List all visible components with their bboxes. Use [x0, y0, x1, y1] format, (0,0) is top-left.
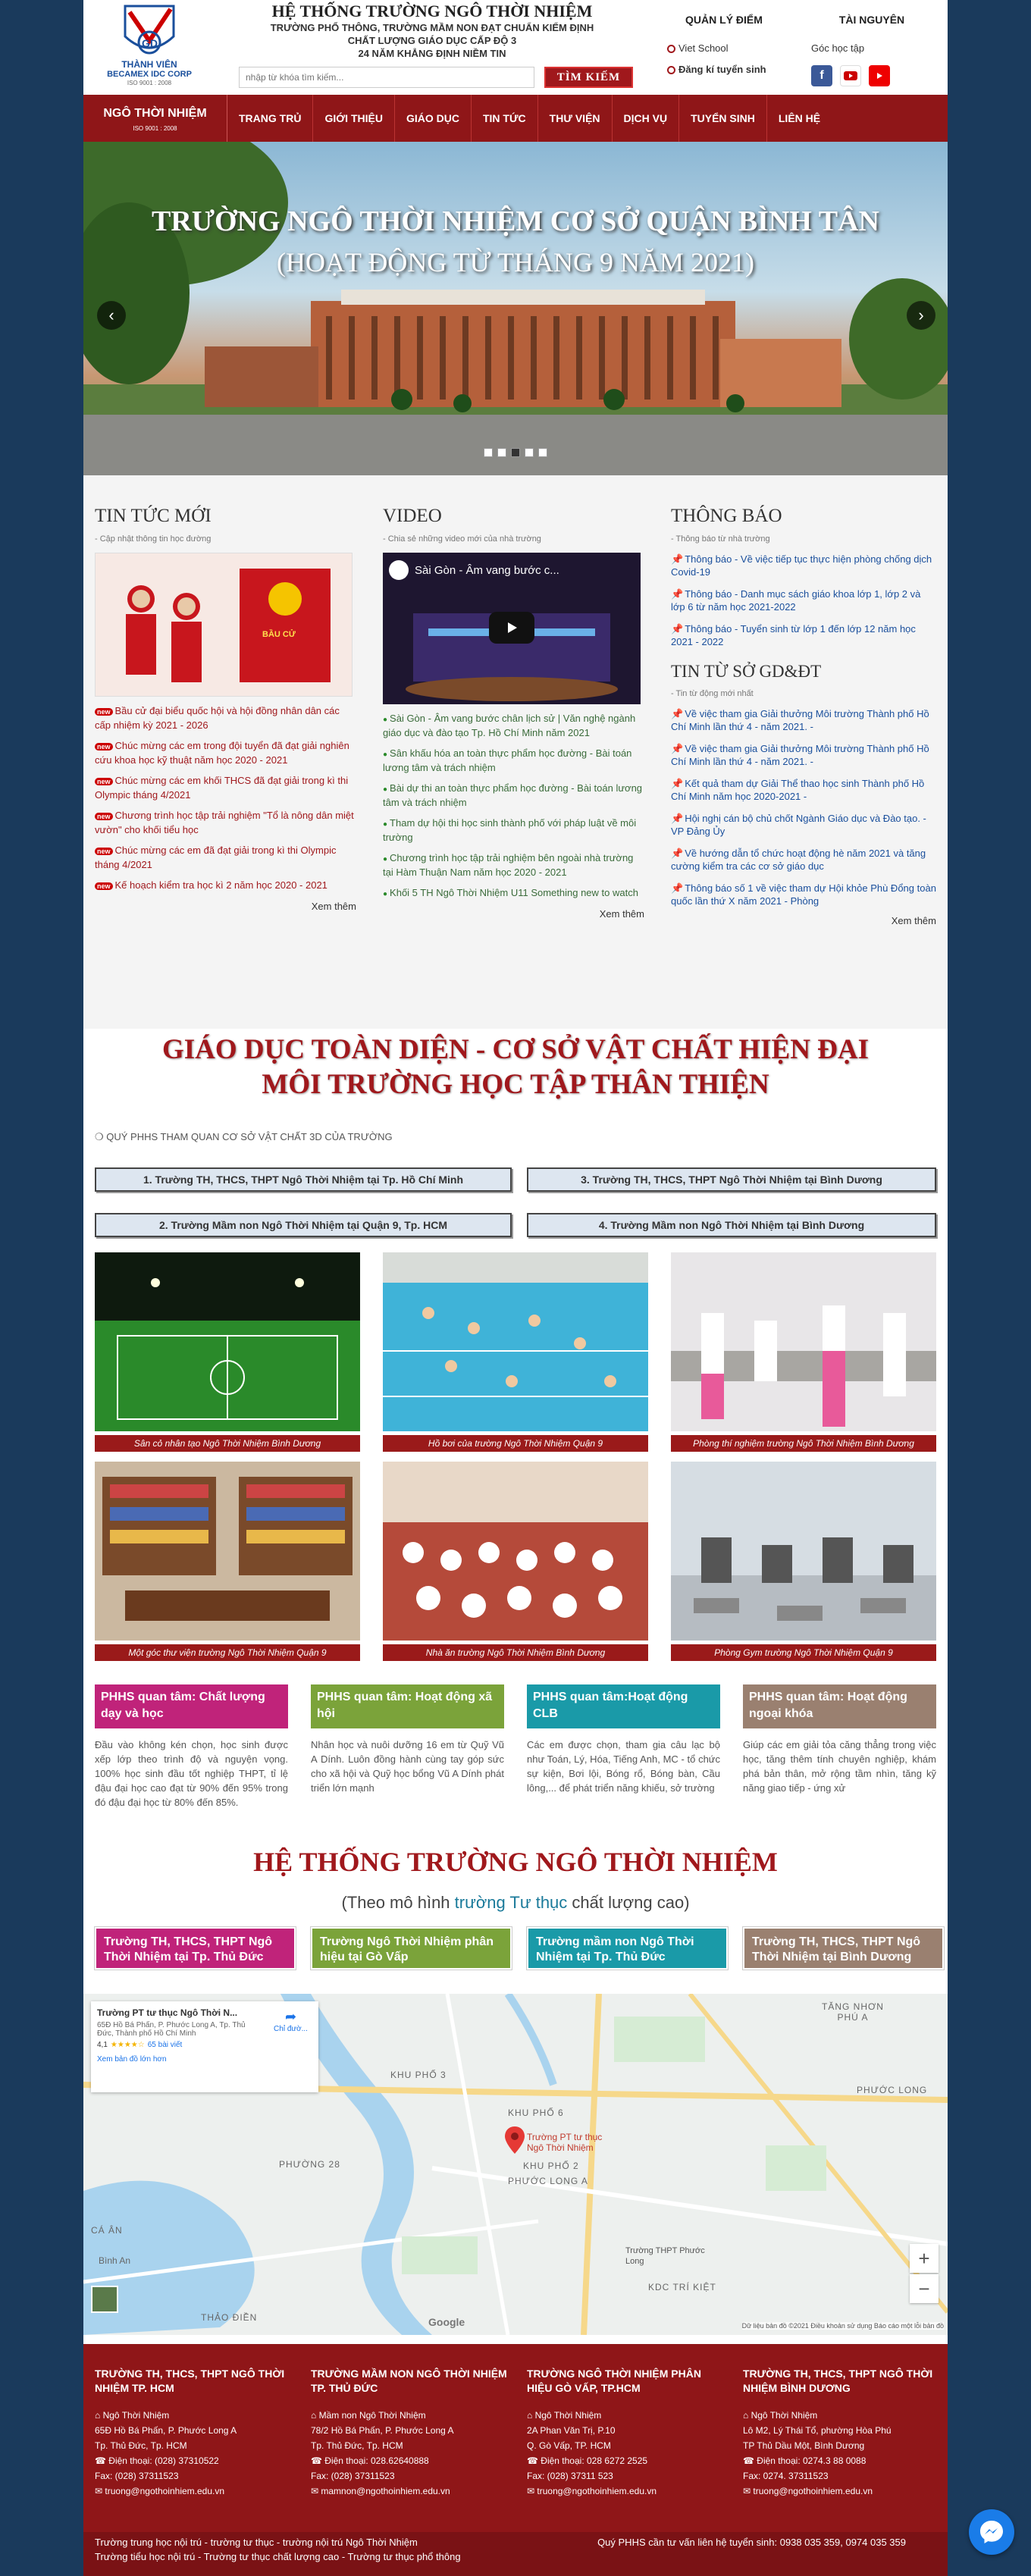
- dept-news-sub: - Tin từ động mới nhất: [671, 689, 754, 698]
- system-subtitle-b: trường Tư thục: [454, 1893, 568, 1912]
- video-item[interactable]: ● Sài Gòn - Âm vang bước chân lịch sử | Văn nghệ ngành giáo dục và đào tạo Tp. Hồ Chí Minh năm 2021: [383, 712, 644, 739]
- slider-prev-button[interactable]: [97, 301, 126, 330]
- map-pin-icon[interactable]: [505, 2126, 525, 2158]
- footer-line: 2A Phan Văn Trị, P.10: [527, 2425, 616, 2436]
- video-column: [383, 506, 644, 920]
- messenger-chat-button[interactable]: [969, 2509, 1014, 2555]
- footer-line: Fax: (028) 37311 523: [527, 2471, 613, 2481]
- photo-caption: Nhà ăn trường Ngô Thời Nhiệm Bình Dương: [383, 1644, 648, 1661]
- notice-item-label: Thông báo - Về việc tiếp tục thực hiện phòng chống dịch Covid-19: [671, 553, 932, 578]
- notice-item[interactable]: [671, 553, 936, 578]
- mail-icon: ✉: [95, 2486, 105, 2496]
- news-item[interactable]: [95, 844, 356, 871]
- photo-caption: Sân cỏ nhân tạo Ngô Thời Nhiệm Bình Dương: [95, 1435, 360, 1452]
- phone-icon: ☎: [527, 2455, 541, 2466]
- map-label: KDC TRÍ KIỆT: [648, 2282, 716, 2292]
- new-badge: new: [95, 778, 113, 785]
- news-item-label: Bầu cử đại biểu quốc hội và hội đồng nhân dân các cấp nhiệm kỳ 2021 - 2026: [95, 705, 340, 731]
- map-card-rating: 4,1: [97, 2041, 108, 2049]
- resources: [811, 14, 932, 86]
- footer-line: [527, 2408, 728, 2423]
- football-field-image: [95, 1252, 360, 1431]
- latest-news-sub: - Cập nhật thông tin học đường: [95, 534, 212, 544]
- video-sub: - Chia sẻ những video mới của nhà trường: [383, 534, 541, 544]
- nav-brand[interactable]: [83, 95, 227, 142]
- video-item[interactable]: ● Bài dự thi an toàn thực phẩm học đường - Bài toán lương tâm và trách nhiệm: [383, 782, 644, 809]
- phhs-quality-head[interactable]: PHHS quan tâm: Chất lượng dạy và học: [95, 1684, 288, 1728]
- footer-line: [95, 2408, 296, 2423]
- logo-corp: BECAMEX IDC CORP: [107, 70, 192, 79]
- system-button-binh-duong[interactable]: Trường TH, THCS, THPT Ngô Thời Nhiệm tại Bình Dương: [743, 1927, 944, 1970]
- pin-icon: 📌: [671, 743, 684, 754]
- page: [83, 0, 948, 2576]
- dept-news-item-label: Về việc tham gia Giải thưởng Môi trường Thành phố Hồ Chí Minh lần thứ 4 - năm 2021. -: [671, 708, 929, 732]
- video-title: VIDEO: [383, 506, 442, 526]
- footer-line: 78/2 Hồ Bá Phấn, P. Phước Long A: [311, 2425, 454, 2436]
- pin-icon: 📌: [671, 848, 684, 859]
- footer-line-label: Điện thoại: (028) 37310522: [108, 2455, 219, 2466]
- facility-button-bd-kinder[interactable]: 4. Trường Mầm non Ngô Thời Nhiệm tại Bình Dương: [527, 1213, 936, 1237]
- photo-caption: Phòng thí nghiệm trường Ngô Thời Nhiệm Bình Dương: [671, 1435, 936, 1452]
- video-player-title: Sài Gòn - Âm vang bước c...: [415, 563, 559, 577]
- circle-icon: [667, 45, 675, 53]
- map-card-title: Trường PT tư thục Ngô Thời N...: [97, 2007, 238, 2018]
- directions-icon: ➦: [284, 2009, 297, 2024]
- footer-bottom-bar: [83, 2532, 948, 2576]
- footer-line-label: truong@ngothoinhiem.edu.vn: [105, 2486, 225, 2496]
- map-thumbnail[interactable]: [91, 2286, 118, 2313]
- library-image: [95, 1462, 360, 1641]
- hero-slider: [83, 142, 948, 475]
- video-item[interactable]: ● Sân khấu hóa an toàn thực phẩm học đường - Bài toán lương tâm và trách nhiệm: [383, 747, 644, 774]
- footer-line: Fax: 0274. 37311523: [743, 2471, 829, 2481]
- home-icon: ⌂: [527, 2410, 535, 2421]
- system-button-thu-duc[interactable]: Trường TH, THCS, THPT Ngô Thời Nhiệm tại Tp. Thủ Đức: [95, 1927, 296, 1970]
- footer-col-heading: TRƯỜNG TH, THCS, THPT NGÔ THỜI NHIỆM BÌNH DƯƠNG: [743, 2368, 933, 2394]
- news-item[interactable]: [95, 879, 356, 893]
- news-item[interactable]: [95, 809, 356, 836]
- dept-news-item[interactable]: [671, 742, 936, 768]
- education-headline-1: GIÁO DỤC TOÀN DIỆN - CƠ SỞ VẬT CHẤT HIỆN ĐẠI: [161, 1034, 870, 1065]
- dept-news-item-label: Hội nghị cán bộ chủ chốt Ngành Giáo dục và Đào tạo. - VP Đảng Ủy: [671, 813, 926, 837]
- dept-news-item-label: Thông báo số 1 về việc tham dự Hội khỏe Phù Đổng toàn quốc lần thứ X năm 2021 - Phòng: [671, 882, 936, 907]
- footer-email-link[interactable]: [95, 2484, 296, 2499]
- pin-icon: 📌: [671, 813, 684, 824]
- mail-icon: ✉: [527, 2486, 537, 2496]
- photo-caption: Hồ bơi của trường Ngô Thời Nhiệm Quận 9: [383, 1435, 648, 1452]
- phhs-social-body: Nhân học và nuôi dưỡng 16 em từ Quỹ Vũ A Dính. Luôn đồng hành cùng tay góp sức cho xã hội và Quỹ học bổng Vũ A Dính phát triển lớn mạnh: [311, 1739, 504, 1794]
- notice-title: THÔNG BÁO: [671, 506, 782, 526]
- map-card-address: 65Đ Hồ Bá Phấn, P. Phước Long A, Tp. Thủ Đức, Thành phố Hồ Chí Minh: [97, 2021, 246, 2038]
- play-button-icon[interactable]: [489, 612, 534, 644]
- photo-card[interactable]: [95, 1252, 360, 1448]
- footer-line: Tp. Thủ Đức, Tp. HCM: [311, 2440, 403, 2451]
- system-subtitle-a: (Theo mô hình: [341, 1893, 455, 1912]
- header-line-1: TRƯỜNG PHỔ THÔNG, TRƯỜNG MẦM NON ĐẠT CHUẨN KIỂM ĐỊNH: [270, 22, 594, 33]
- map-label: KHU PHỐ 6: [508, 2107, 564, 2118]
- nav-item-about[interactable]: GIỚI THIỆU: [313, 95, 395, 142]
- dept-news-item[interactable]: [671, 707, 936, 733]
- system-title: HỆ THỐNG TRƯỜNG NGÔ THỜI NHIỆM: [253, 1847, 778, 1877]
- footer-email-link[interactable]: [311, 2484, 512, 2499]
- nav-item-admissions[interactable]: TUYỂN SINH: [679, 95, 767, 142]
- map-label: PHƯỚC LONG A: [508, 2176, 588, 2186]
- footer-line-label: Mầm non Ngô Thời Nhiệm: [318, 2410, 426, 2421]
- slider-dot[interactable]: [525, 448, 534, 457]
- hero-title: TRƯỜNG NGÔ THỜI NHIỆM CƠ SỞ QUẬN BÌNH TÂN: [152, 205, 879, 237]
- dept-news-item[interactable]: [671, 812, 936, 838]
- pin-icon: 📌: [671, 588, 684, 600]
- map-pin2-label: Trường THPT Phước Long: [625, 2246, 705, 2266]
- pin-icon: 📌: [671, 882, 684, 894]
- phone-icon: ☎: [311, 2455, 325, 2466]
- phhs-quality-box: [95, 1684, 288, 1810]
- header-line-2: CHẤT LƯỢNG GIÁO DỤC CẤP ĐỘ 3: [347, 35, 517, 46]
- nav-item-contact[interactable]: LIÊN HỆ: [778, 112, 821, 124]
- footer-email-link[interactable]: [527, 2484, 728, 2499]
- map-label: CÁ ÂN: [91, 2225, 123, 2236]
- google-map[interactable]: [83, 1994, 948, 2335]
- video-item[interactable]: ● Tham dự hội thi học sinh thành phố với pháp luật về môi trường: [383, 816, 644, 844]
- video-see-more-link[interactable]: Xem thêm: [599, 908, 644, 920]
- mail-icon: ✉: [743, 2486, 754, 2496]
- footer-col-binh-duong: [743, 2367, 944, 2499]
- science-lab-image: [671, 1252, 936, 1431]
- logo-member: THÀNH VIÊN: [121, 59, 177, 70]
- footer-line: Tp. Thủ Đức, Tp. HCM: [95, 2440, 187, 2451]
- education-headline: [83, 1033, 948, 1102]
- map-label: Bình An: [99, 2255, 131, 2266]
- slider-dot[interactable]: [484, 448, 493, 457]
- google-logo: Google: [428, 2316, 465, 2328]
- social-links: [811, 65, 932, 86]
- photo-card[interactable]: [383, 1252, 648, 1448]
- slider-dots: [484, 448, 547, 457]
- photo-card[interactable]: [383, 1462, 648, 1657]
- swimming-pool-image: [383, 1252, 648, 1431]
- news-item[interactable]: [95, 739, 356, 766]
- slider-dot[interactable]: [538, 448, 547, 457]
- gym-image: [671, 1462, 936, 1641]
- news-section: [83, 475, 948, 1029]
- footer-col-heading: TRƯỜNG TH, THCS, THPT NGÔ THỜI NHIỆM TP. HCM: [95, 2368, 285, 2394]
- footer-line: Lô M2, Lý Thái Tổ, phường Hòa Phú: [743, 2425, 892, 2436]
- latest-news-title: TIN TỨC MỚI: [95, 506, 212, 526]
- footer-col-heading: TRƯỜNG MẦM NON NGÔ THỜI NHIỆM TP. THỦ ĐỨC: [311, 2368, 507, 2394]
- pin-icon: 📌: [671, 778, 684, 789]
- footer-line-label: truong@ngothoinhiem.edu.vn: [537, 2486, 657, 2496]
- map-directions-button[interactable]: [270, 2009, 312, 2033]
- footer-line-label: Điện thoại: 0274.3 88 0088: [757, 2455, 866, 2466]
- education-headline-2: MÔI TRƯỜNG HỌC TẬP THÂN THIỆN: [262, 1069, 769, 1100]
- footer-col-heading: TRƯỜNG NGÔ THỜI NHIỆM PHÂN HIỆU GÒ VẤP, TP.HCM: [527, 2368, 701, 2394]
- svg-text:GD: GD: [142, 37, 158, 49]
- news-item-label: Chương trình học tập trải nghiệm "Tổ là nông dân miệt vườn" cho khối tiểu học: [95, 810, 354, 835]
- phhs-club-head[interactable]: PHHS quan tâm:Hoạt động CLB: [527, 1684, 720, 1728]
- channel-avatar-icon: [389, 560, 409, 580]
- footer-line-label: Điện thoại: 028 6272 2525: [541, 2455, 648, 2466]
- facility-button-q9[interactable]: 2. Trường Mầm non Ngô Thời Nhiệm tại Quận 9, Tp. HCM: [95, 1213, 512, 1237]
- dining-hall-image: [383, 1462, 648, 1641]
- admission-register-link[interactable]: [667, 59, 781, 80]
- nav-brand-label: NGÔ THỜI NHIỆM: [103, 107, 207, 120]
- header-title-block: [235, 2, 629, 60]
- new-badge: new: [95, 708, 113, 716]
- system-subtitle: [83, 1893, 948, 1913]
- photo-caption: Một góc thư viện trường Ngô Thời Nhiệm Quận 9: [95, 1644, 360, 1661]
- footer-email-link[interactable]: [743, 2484, 944, 2499]
- slider-dot-active[interactable]: [511, 448, 520, 457]
- dept-news-item-label: Về hướng dẫn tổ chức hoạt động hè năm 2021 và tăng cường kiểm tra các cơ sở giáo dục: [671, 848, 926, 872]
- footer-col-kinder: [311, 2367, 512, 2499]
- phhs-social-box: [311, 1684, 504, 1795]
- news-item-label: Chúc mừng các em đã đạt giải trong kì thi Olympic tháng 4/2021: [95, 845, 337, 870]
- footer-line: [743, 2453, 944, 2468]
- footer-line: Q. Gò Vấp, TP. HCM: [527, 2440, 611, 2451]
- pin-icon: 📌: [671, 623, 684, 635]
- dept-news-item[interactable]: [671, 882, 936, 907]
- facility-button-bd[interactable]: 3. Trường TH, THCS, THPT Ngô Thời Nhiệm tại Bình Dương: [527, 1167, 936, 1192]
- footer-hotline: Quý PHHS cần tư vấn liên hệ tuyển sinh: 0938 035 359, 0974 035 359: [597, 2537, 906, 2548]
- notice-column: [671, 506, 936, 926]
- phhs-extra-body: Giúp các em giải tỏa căng thẳng trong việc học, tăng thêm tính chuyên nghiệp, khám phá bản thân, mở rộng tầm nhìn, tăng kỹ năng giao tiếp - ứng xử: [743, 1739, 936, 1794]
- facebook-icon[interactable]: f: [811, 65, 832, 86]
- logo-iso: ISO 9001 : 2008: [127, 80, 172, 86]
- header-line-3: 24 NĂM KHẲNG ĐỊNH NIỀM TIN: [358, 48, 506, 59]
- dept-news-item-label: Về việc tham gia Giải thưởng Môi trường Thành phố Hồ Chí Minh lần thứ 4 - năm 2021. -: [671, 743, 929, 767]
- notice-item[interactable]: [671, 588, 936, 613]
- study-corner-link[interactable]: Góc học tập: [811, 42, 865, 54]
- footer-line-label: Ngô Thời Nhiệm: [102, 2410, 170, 2421]
- dept-news-item[interactable]: [671, 777, 936, 803]
- phhs-extra-head[interactable]: PHHS quan tâm: Hoạt động ngoại khóa: [743, 1684, 936, 1728]
- dept-news-item[interactable]: [671, 847, 936, 873]
- nav-item-library[interactable]: THƯ VIỆN: [538, 95, 613, 142]
- facility-tour-label: ❍ QUÝ PHHS THAM QUAN CƠ SỞ VẬT CHẤT 3D CỦA TRƯỜNG: [95, 1131, 393, 1142]
- score-management-title: QUẢN LÝ ĐIỂM: [685, 14, 763, 26]
- search-bar: [239, 67, 633, 88]
- home-icon: ⌂: [95, 2410, 103, 2421]
- chevron-left-icon: ‹: [108, 306, 114, 324]
- footer-line: Fax: (028) 37311523: [95, 2471, 179, 2481]
- phhs-social-head[interactable]: PHHS quan tâm: Hoạt động xã hội: [311, 1684, 504, 1728]
- viet-school-label: Viet School: [678, 42, 729, 54]
- news-item[interactable]: [95, 774, 356, 801]
- new-badge: new: [95, 743, 113, 751]
- home-icon: ⌂: [743, 2410, 751, 2421]
- video-item[interactable]: ● Chương trình học tập trải nghiệm bên ngoài nhà trường tại Hàm Thuận Nam năm học 2020 - 2021: [383, 851, 644, 879]
- map-larger-link[interactable]: Xem bản đồ lớn hơn: [97, 2055, 167, 2064]
- site-title: HỆ THỐNG TRƯỜNG NGÔ THỜI NHIỆM: [271, 2, 593, 20]
- video-player[interactable]: [383, 553, 641, 704]
- new-badge: new: [95, 848, 113, 855]
- pin-icon: 📌: [671, 553, 684, 565]
- news-item-label: Chúc mừng các em trong đội tuyển đã đạt giải nghiên cứu khoa học kỹ thuật năm học 2020 - 2021: [95, 740, 349, 766]
- new-badge: new: [95, 882, 113, 890]
- map-place-card: [91, 2001, 318, 2092]
- footer-line-label: Ngô Thời Nhiệm: [751, 2410, 818, 2421]
- viet-school-link[interactable]: [667, 38, 781, 59]
- new-badge: new: [95, 813, 113, 820]
- news-item-label: Kế hoạch kiểm tra học kì 2 năm học 2020 - 2021: [114, 879, 327, 891]
- youtube-logo-icon[interactable]: [840, 65, 861, 86]
- school-building-image: [83, 142, 948, 475]
- logo-badge-icon: [118, 3, 181, 59]
- map-label: KHU PHỐ 2: [523, 2161, 579, 2171]
- messenger-icon: [979, 2519, 1004, 2545]
- footer-line: Fax: (028) 37311523: [311, 2471, 395, 2481]
- zoom-in-button[interactable]: +: [910, 2244, 939, 2273]
- footer-line-label: mamnon@ngothoinhiem.edu.vn: [321, 2486, 450, 2496]
- map-footer-text: Dữ liệu bản đồ ©2021 Điều khoản sử dụng Báo cáo một lỗi bản đồ: [741, 2322, 944, 2330]
- notice-sub: - Thông báo từ nhà trường: [671, 534, 770, 544]
- dept-news-title: TIN TỪ SỞ GD&ĐT: [671, 662, 822, 681]
- photo-card[interactable]: [95, 1462, 360, 1657]
- footer-line-label: Điện thoại: 028.62640888: [324, 2455, 429, 2466]
- map-pin-label: Trường PT tư thục Ngô Thời Nhiệm: [527, 2132, 603, 2153]
- map-card-stars: ★★★★☆: [110, 2041, 145, 2049]
- footer-line-label: Ngô Thời Nhiệm: [534, 2410, 602, 2421]
- notice-item-label: Thông báo - Danh mục sách giáo khoa lớp 1, lớp 2 và lớp 6 từ năm học 2021-2022: [671, 588, 921, 613]
- dept-news-item-label: Kết quả tham dự Giải Thể thao học sinh Thành phố Hồ Chí Minh năm học 2020-2021 -: [671, 778, 925, 802]
- footer-line-label: truong@ngothoinhiem.edu.vn: [753, 2486, 873, 2496]
- footer-line: 65Đ Hồ Bá Phấn, P. Phước Long A: [95, 2425, 237, 2436]
- chevron-right-icon: ›: [918, 306, 924, 324]
- phhs-quality-body: Đầu vào không kén chọn, học sinh được xếp lớp theo trình độ và nguyện vọng. 100% học sinh đầu tốt nghiệp THPT, tỉ lệ đậu đại học cao đạt từ 90% đến 95% trong đó đậu đại học từ 80% đến 85%.: [95, 1739, 288, 1808]
- nav-item-education[interactable]: GIÁO DỤC: [395, 95, 472, 142]
- score-management: [667, 14, 781, 80]
- news-item[interactable]: [95, 704, 356, 732]
- news-item-label: Chúc mừng các em khối THCS đã đạt giải trong kì thi Olympic tháng 4/2021: [95, 775, 349, 801]
- dept-see-more-link[interactable]: Xem thêm: [891, 915, 936, 926]
- facility-button-hcm[interactable]: 1. Trường TH, THCS, THPT Ngô Thời Nhiệm tại Tp. Hồ Chí Minh: [95, 1167, 512, 1192]
- footer-bottom-line-2: Trường tiểu học nội trú - Trường tư thục chất lượng cao - Trường tư thục phổ thông: [95, 2551, 461, 2562]
- svg-text:BẦU CỬ: BẦU CỬ: [262, 630, 296, 639]
- news-featured-image[interactable]: [95, 553, 353, 697]
- footer-col-hcm: [95, 2367, 296, 2499]
- nav-item-home[interactable]: TRANG TRỦ: [227, 95, 313, 142]
- map-card-reviews[interactable]: 65 bài viết: [147, 2041, 183, 2049]
- video-player-header: [389, 560, 559, 580]
- photo-card[interactable]: [671, 1462, 936, 1657]
- phone-icon: ☎: [95, 2455, 109, 2466]
- home-icon: ⌂: [311, 2410, 319, 2421]
- footer-line: [95, 2453, 296, 2468]
- search-input[interactable]: [239, 67, 534, 88]
- youtube-icon[interactable]: [869, 65, 890, 86]
- admission-register-label: Đăng kí tuyển sinh: [678, 64, 766, 75]
- footer-line: [743, 2408, 944, 2423]
- school-logo[interactable]: [92, 3, 206, 91]
- resources-title: TÀI NGUYÊN: [838, 14, 905, 26]
- phhs-club-box: [527, 1684, 720, 1795]
- slider-next-button[interactable]: [907, 301, 935, 330]
- footer: [83, 2344, 948, 2576]
- photo-caption: Phòng Gym trường Ngô Thời Nhiệm Quận 9: [671, 1644, 936, 1661]
- map-label: KHU PHỐ 3: [390, 2070, 447, 2080]
- main-nav: [83, 95, 948, 142]
- nav-item-news[interactable]: TIN TỨC: [472, 95, 538, 142]
- nav-item-services[interactable]: DỊCH VỤ: [613, 95, 680, 142]
- news-see-more-link[interactable]: Xem thêm: [311, 901, 356, 912]
- zoom-out-button[interactable]: −: [910, 2274, 939, 2303]
- phhs-club-body: Các em được chọn, tham gia câu lạc bộ như Toán, Lý, Hóa, Tiếng Anh, MC - tổ chức sự kiện, Bơi lội, Bóng rổ, Bóng bàn, Cầu lông,... để phát triển năng khiếu, sở trường: [527, 1739, 720, 1794]
- photo-card[interactable]: [671, 1252, 936, 1448]
- latest-news: [95, 506, 356, 912]
- phhs-extra-box: [743, 1684, 936, 1795]
- hero-subtitle: (HOẠT ĐỘNG TỪ THÁNG 9 NĂM 2021): [277, 247, 754, 277]
- video-item[interactable]: ● Khối 5 TH Ngô Thời Nhiệm U11 Something new to watch: [383, 886, 644, 901]
- footer-line: [311, 2408, 512, 2423]
- map-label: THẢO ĐIỀN: [201, 2312, 258, 2323]
- map-label: PHƯỜNG 28: [279, 2159, 340, 2170]
- footer-col-go-vap: [527, 2367, 728, 2499]
- footer-line: TP Thủ Dầu Một, Bình Dương: [743, 2440, 865, 2451]
- phone-icon: ☎: [743, 2455, 757, 2466]
- map-directions-label: Chỉ đườ...: [274, 2025, 308, 2033]
- system-button-kinder-thu-duc[interactable]: Trường mầm non Ngô Thời Nhiệm tại Tp. Thủ Đức: [527, 1927, 728, 1970]
- footer-line: [527, 2453, 728, 2468]
- footer-bottom-line-1: Trường trung học nội trú - trường tư thục - trường nội trú Ngô Thời Nhiệm: [95, 2537, 418, 2548]
- footer-line: [311, 2453, 512, 2468]
- map-label: PHƯỚC LONG: [857, 2085, 928, 2095]
- notice-item-label: Thông báo - Tuyển sinh từ lớp 1 đến lớp 12 năm học 2021 - 2022: [671, 623, 916, 647]
- circle-icon: [667, 66, 675, 74]
- notice-item[interactable]: [671, 622, 936, 648]
- header: [83, 0, 948, 95]
- nav-brand-iso: ISO 9001 : 2008: [133, 125, 177, 132]
- mail-icon: ✉: [311, 2486, 321, 2496]
- map-label: TĂNG NHƠN PHÚ A: [822, 2001, 884, 2023]
- system-button-go-vap[interactable]: Trường Ngô Thời Nhiệm phân hiệu tại Gò Vấp: [311, 1927, 512, 1970]
- pin-icon: 📌: [671, 708, 684, 719]
- system-subtitle-c: chất lượng cao): [567, 1893, 690, 1912]
- search-button[interactable]: TÌM KIẾM: [544, 67, 633, 88]
- slider-dot[interactable]: [497, 448, 506, 457]
